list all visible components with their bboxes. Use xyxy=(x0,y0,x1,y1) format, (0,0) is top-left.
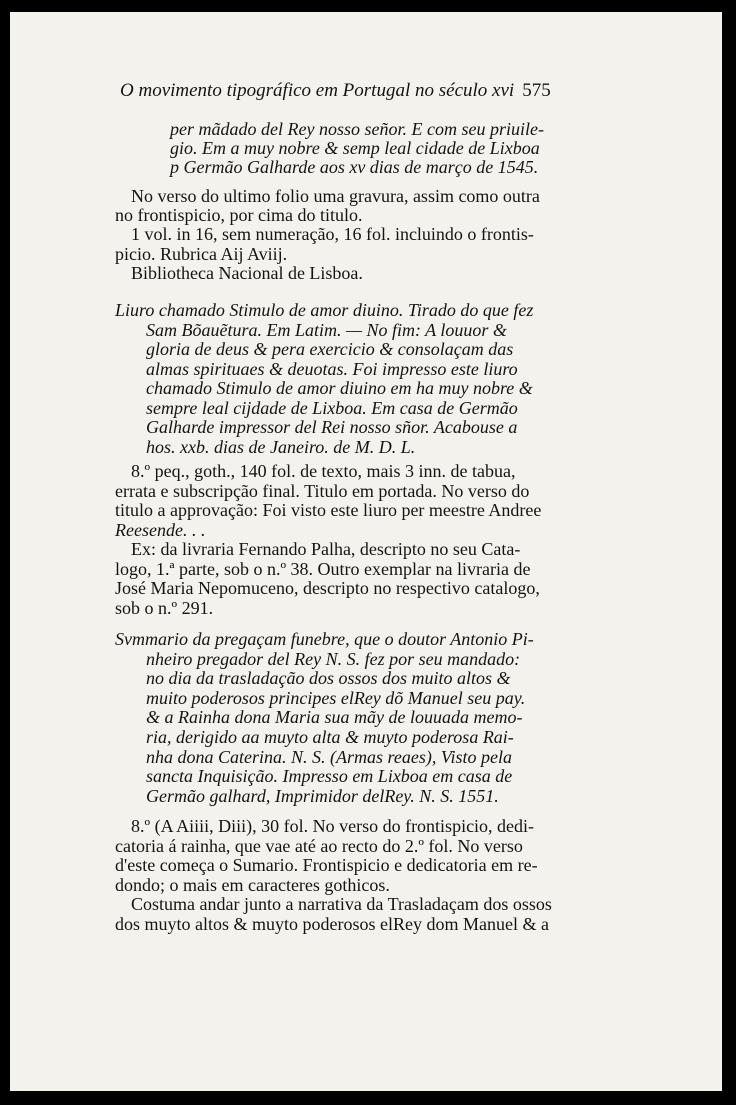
book-page xyxy=(10,12,722,1091)
page-number: 575 xyxy=(522,80,551,101)
entry-1-description xyxy=(115,187,540,283)
desc-line: logo, 1.ª parte, sob o n.º 38. Outro exemplar na livraria de xyxy=(115,558,531,579)
desc-line: no frontispicio, por cima do titulo. xyxy=(115,205,363,226)
entry-line: Svmmario da pregaçam funebre, que o doutor Antonio Pi- xyxy=(115,629,534,649)
entry-2-description xyxy=(115,462,541,618)
running-header xyxy=(120,80,551,102)
entry-2-title xyxy=(115,301,533,457)
entry-line: sancta Inquisição. Impresso em Lixboa em casa de xyxy=(146,766,513,787)
desc-line: sob o n.º 291. xyxy=(115,597,214,618)
entry-line: Germão galhard, Imprimidor delRey. N. S. 1551. xyxy=(146,785,499,806)
desc-line: No verso do ultimo folio uma gravura, assim como outra xyxy=(131,186,540,206)
entry-line: almas spirituaes & deuotas. Foi impresso este liuro xyxy=(146,358,518,379)
entry-line: nheiro pregador del Rey N. S. fez por seu mandado: xyxy=(146,648,521,669)
entry-line: Galharde impressor del Rei nosso sñor. Acabouse a xyxy=(146,417,518,437)
entry-line: ria, derigido aa muyto alta & muyto poderosa Rai- xyxy=(146,726,514,747)
desc-line: Ex: da livraria Fernando Palha, descripto no seu Cata- xyxy=(131,539,521,559)
entry-line: gloria de deus & pera exercicio & consolaçam das xyxy=(146,339,514,359)
desc-line: 8.º (A Aiiii, Diii), 30 fol. No verso do frontispicio, dedi- xyxy=(131,816,535,836)
entry-line: nha dona Caterina. N. S. (Armas reaes), Visto pela xyxy=(146,746,512,767)
entry-line: chamado Stimulo de amor diuino em ha muy nobre & xyxy=(146,378,533,398)
desc-line: Costuma andar junto a narrativa da Trasladaçam dos ossos xyxy=(131,894,552,914)
entry-line: sempre leal cijdade de Lixboa. Em casa de Germão xyxy=(146,397,518,418)
desc-line: catoria á rainha, que vae até ao recto do 2.º fol. No verso xyxy=(115,835,523,856)
desc-line: d'este começa o Sumario. Frontispicio e dedicatoria em re- xyxy=(115,855,538,875)
desc-line: Reesende. . . xyxy=(115,519,206,540)
entry-line: Sam Bõauẽtura. Em Latim. — No fim: A louuor & xyxy=(146,319,507,340)
entry-1-title xyxy=(170,120,544,177)
running-title: O movimento tipográfico em Portugal no século xvi xyxy=(120,80,515,101)
entry-line: & a Rainha dona Maria sua mãy de louuada memo- xyxy=(146,707,523,728)
entry-3-description xyxy=(115,817,552,934)
entry-line: gio. Em a muy nobre & semp leal cidade de Lixboa xyxy=(170,138,540,158)
entry-line: p Germão Galharde aos xv dias de março de 1545. xyxy=(170,157,539,177)
entry-line: Liuro chamado Stimulo de amor diuino. Tirado do que fez xyxy=(115,300,534,320)
desc-line: dos muyto altos & muyto poderosos elRey dom Manuel & a xyxy=(115,913,549,934)
desc-line: 8.º peq., goth., 140 fol. de texto, mais 3 inn. de tabua, xyxy=(131,461,516,481)
entry-line: per mãdado del Rey nosso señor. E com seu priuile- xyxy=(170,119,544,139)
entry-line: hos. xxb. dias de Janeiro. de M. D. L. xyxy=(146,436,416,457)
desc-line: José Maria Nepomuceno, descripto no respectivo catalogo, xyxy=(115,578,540,598)
desc-line: 1 vol. in 16, sem numeração, 16 fol. incluindo o frontis- xyxy=(131,224,534,245)
desc-line: errata e subscripção final. Titulo em portada. No verso do xyxy=(115,480,530,501)
desc-line: Bibliotheca Nacional de Lisboa. xyxy=(131,262,363,283)
desc-line: titulo a approvação: Foi visto este liuro per meestre Andree xyxy=(115,500,542,520)
entry-line: muito poderosos principes elRey dõ Manuel seu pay. xyxy=(146,687,526,708)
desc-line: picio. Rubrica Aij Aviij. xyxy=(115,243,288,264)
entry-line: no dia da trasladação dos ossos dos muito altos & xyxy=(146,668,511,689)
entry-3-title xyxy=(115,630,534,806)
desc-line: dondo; o mais em caracteres gothicos. xyxy=(115,874,390,895)
